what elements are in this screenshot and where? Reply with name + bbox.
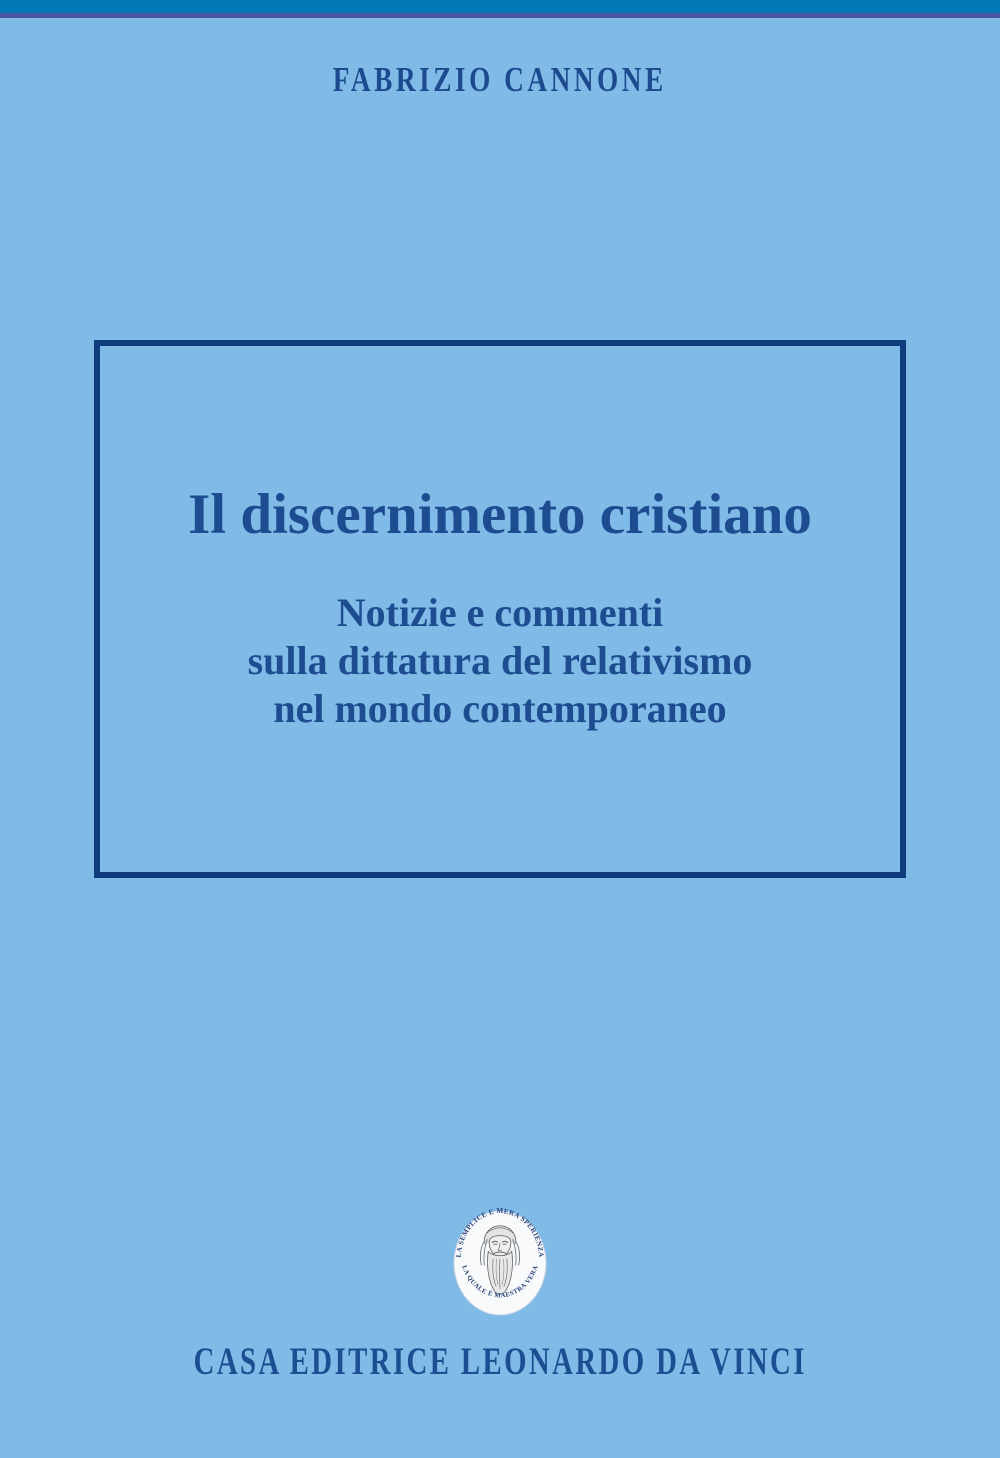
medallion-motto-top: LA SEMPLICE E MERA SPERIENZA bbox=[454, 1208, 546, 1258]
book-title: Il discernimento cristiano bbox=[188, 482, 812, 546]
book-subtitle bbox=[248, 589, 753, 733]
author-name-text: FABRIZIO CANNONE bbox=[333, 59, 667, 100]
publisher-name-text: CASA EDITRICE LEONARDO DA VINCI bbox=[193, 1339, 807, 1383]
subtitle-line-1: Notizie e commenti bbox=[336, 589, 664, 635]
top-accent-line bbox=[0, 13, 1000, 18]
author-name bbox=[0, 59, 1000, 100]
publisher-name bbox=[0, 1340, 1000, 1382]
publisher-medallion bbox=[451, 1208, 549, 1318]
leonardo-medallion-graphic bbox=[451, 1208, 549, 1318]
top-color-bar bbox=[0, 0, 1000, 13]
title-frame bbox=[94, 340, 906, 878]
subtitle-line-3: nel mondo contemporaneo bbox=[273, 685, 727, 731]
subtitle-line-2: sulla dittatura del relativismo bbox=[247, 637, 753, 683]
medallion-motto-bottom: LA QUALE È MAESTRA VERA bbox=[460, 1264, 540, 1300]
